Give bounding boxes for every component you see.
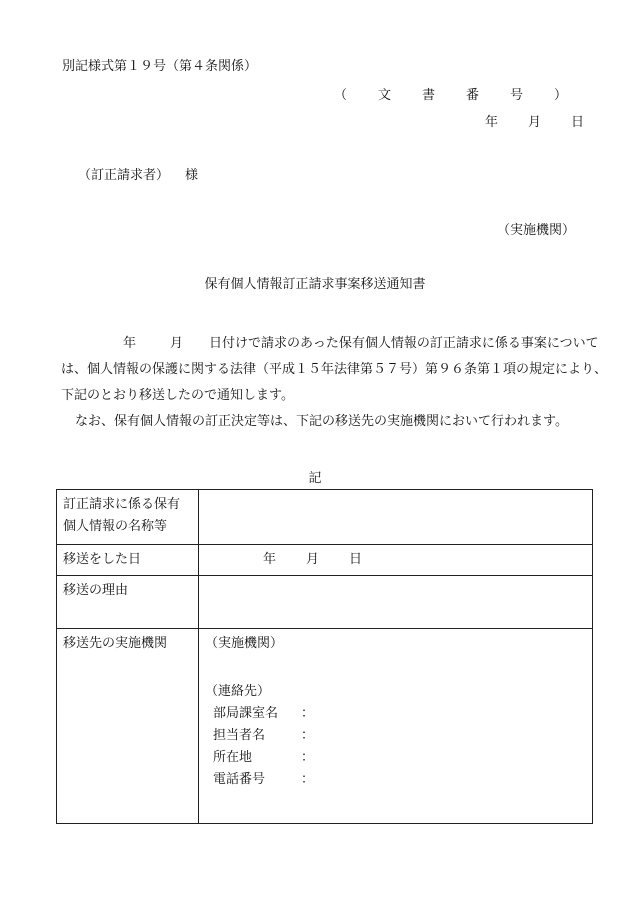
issuing-agency: （実施機関）	[496, 223, 575, 238]
transfer-year: 年	[263, 552, 277, 567]
contact-field-person: 担当者名 ：	[213, 728, 315, 743]
row-label-info-name: 訂正請求に係る保有個人情報の名称等	[57, 490, 199, 545]
contact-label: （連絡先）	[205, 684, 271, 699]
contact-field-address: 所在地 ：	[213, 750, 315, 765]
document-number: （ 文 書 番 号 ）	[333, 88, 576, 103]
addressee-label: （訂正請求者）	[78, 168, 170, 183]
table-row	[57, 629, 593, 824]
date-month: 月	[527, 115, 541, 130]
transfer-day: 日	[349, 552, 363, 567]
ki-heading: 記	[308, 471, 322, 486]
table-row	[57, 545, 593, 576]
contact-field-phone: 電話番号 ：	[213, 772, 315, 787]
notice-paragraph-1-text: 日付けで請求のあった保有個人情報の訂正請求に係る事案については、個人情報の保護に関する法律（平成１５年法律第５７号）第９６条第１項の規定により、下記のとおり移送したので通知します。	[61, 336, 608, 403]
request-year: 年	[123, 336, 137, 351]
table-row	[57, 490, 593, 545]
addressee	[78, 167, 198, 185]
destination-agency-value	[199, 629, 593, 824]
notice-paragraph-2: なお、保有個人情報の訂正決定等は、下記の移送先の実施機関において行われます。	[75, 414, 568, 429]
row-label-destination-agency: 移送先の実施機関	[57, 629, 199, 824]
info-name-value	[199, 490, 593, 545]
transfer-date-value	[199, 545, 593, 576]
transfer-reason-value	[199, 576, 593, 629]
contact-field-department: 部局課室名 ：	[213, 706, 315, 721]
honorific: 様	[185, 168, 199, 183]
destination-agency-label: （実施機関）	[205, 636, 284, 651]
issue-date	[455, 114, 584, 132]
table-row	[57, 576, 593, 629]
notice-body	[61, 331, 609, 435]
date-year: 年	[484, 115, 498, 130]
date-day: 日	[570, 115, 584, 130]
form-identifier: 別記様式第１９号（第４条関係）	[62, 59, 258, 74]
row-label-transfer-date: 移送をした日	[57, 545, 199, 576]
notice-paragraph-1	[61, 331, 609, 409]
document-title: 保有個人情報訂正請求事案移送通知書	[204, 277, 426, 292]
row-label-transfer-reason: 移送の理由	[57, 576, 199, 629]
transfer-month: 月	[306, 552, 320, 567]
transfer-table	[56, 489, 593, 824]
request-month: 月	[170, 336, 184, 351]
